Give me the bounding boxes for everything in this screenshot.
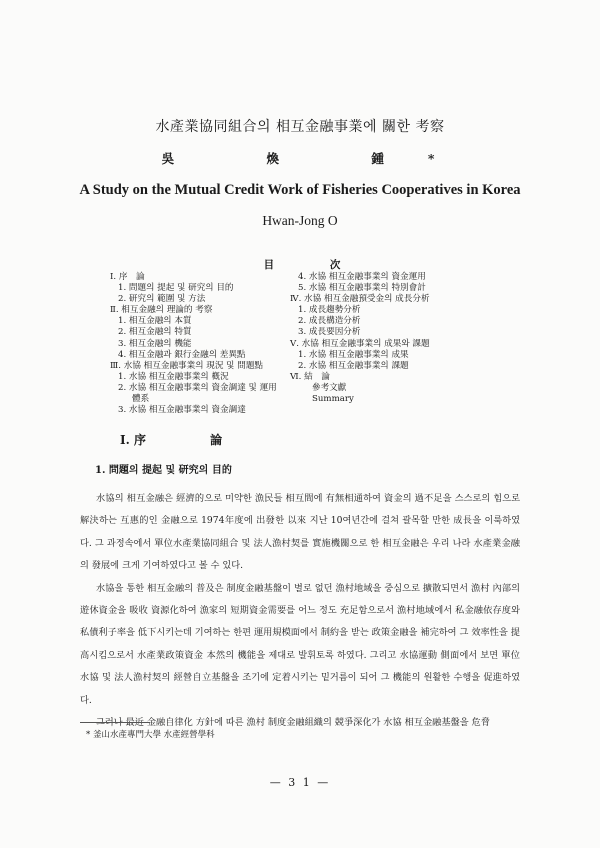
toc-item: 2. 水協 相互金融事業의 課題 <box>298 360 409 371</box>
toc-left-column <box>110 272 300 416</box>
section-number: Ⅰ. <box>120 433 130 447</box>
english-author: Hwan-Jong O <box>262 213 338 228</box>
paragraph: 그러나 最近 金融自律化 方針에 따른 漁村 制度金融組織의 競爭深化가 水協 相互金融基盤을 危脅 <box>96 717 490 729</box>
toc-item: 2. 相互金融의 特質 <box>118 327 192 338</box>
toc-item: 1. 成長趨勢分析 <box>298 305 361 316</box>
subsection-heading: 1. 問題의 提起 및 研究의 目的 <box>95 465 232 476</box>
toc-item: 參考文獻 <box>312 382 347 393</box>
page-number: — 3 1 — <box>269 776 331 789</box>
section-heading <box>120 431 252 448</box>
toc-item: Ⅴ. 水協 相互金融事業의 成果와 課題 <box>290 338 430 349</box>
toc-item: 2. 研究의 範圍 및 方法 <box>118 294 206 305</box>
toc-item: 1. 水協 相互金融事業의 成果 <box>298 349 409 360</box>
body-text <box>80 488 520 734</box>
toc-item: Ⅱ. 相互金融의 理論的 考察 <box>110 305 213 316</box>
toc-heading: 目 次 <box>263 259 367 271</box>
toc-item: Summary <box>312 394 354 405</box>
section-title: 序 論 <box>133 433 253 447</box>
korean-author: 吳 煥 鍾* <box>161 151 479 166</box>
toc-item: 3. 成長要因分析 <box>298 327 361 338</box>
paragraph: 水協의 相互金融은 經濟的으로 미약한 漁民들 相互間에 有無相通하여 資金의 過不足을 스스로의 힘으로 解決하는 互惠的인 金融으로 1974年度에 出發한 以來 지난 10여년간에 걸쳐 괄목할 만한 成長을 이룩하였다. 그 과정속에서 單位水產業協同組合 및 法人漁村契를 實施機關으로 한 相互金融은 우리 나라 水產業金融의 發展에 크게 기여하였다고 볼 수 있다. <box>80 493 520 572</box>
toc-item: Ⅲ. 水協 相互金融事業의 現況 및 問題點 <box>110 360 264 371</box>
korean-title: 水產業協同組合의 相互金融事業에 關한 考察 <box>155 119 445 135</box>
toc-item: 體系 <box>132 394 150 405</box>
toc-item: 2. 成長構造分析 <box>298 316 361 327</box>
toc-item: 3. 相互金融의 機能 <box>118 338 192 349</box>
toc-item: 1. 相互金融의 本質 <box>118 316 192 327</box>
english-title: A Study on the Mutual Credit Work of Fisheries Cooperatives in Korea <box>79 182 521 198</box>
toc-item: Ⅳ. 水協 相互金融預受金의 成長分析 <box>290 294 430 305</box>
toc-item: 3. 水協 相互金融事業의 資金調達 <box>118 405 246 416</box>
toc-item: Ⅵ. 結 論 <box>290 371 330 382</box>
toc-item: 2. 水協 相互金融事業의 資金調達 및 運用 <box>118 382 277 393</box>
toc-item: 1. 水協 相互金融事業의 槪況 <box>118 371 229 382</box>
toc-item: Ⅰ. 序 論 <box>110 272 145 282</box>
paragraph: 水協을 통한 相互金融의 普及은 制度金融基盤이 별로 없던 漁村地域을 중심으로 擴散되면서 漁村 內部의 遊休資金을 吸收 資源化하여 漁家의 短期資金需要를 어느 정도 充足함으로서 漁村地域에서 私金融依存度와 私債利子率을 低下시키는데 기여하는 한편 運用規模面에서 制約을 받는 政策金融을 補完하여 그 效率性을 提高시킴으로서 水產業政策資金 本然의 機能을 제대로 발휘토록 하였다. 그리고 水協運動 側面에서 보면 單位水協 및 法人漁村契의 經營自立基盤을 조기에 定着시키는 밑거름이 되어 그 機能의 원활한 수행을 促進하였다. <box>80 582 520 706</box>
toc-right-column <box>290 272 490 405</box>
toc-item: 1. 問題의 提起 및 研究의 目的 <box>118 283 234 294</box>
footnote: * 釜山水產專門大學 水產經營學科 <box>86 730 215 740</box>
toc-item: 5. 水協 相互金融事業의 特別會計 <box>298 283 426 294</box>
toc-item: 4. 相互金融과 銀行金融의 差異點 <box>118 349 246 360</box>
footnote-divider <box>80 722 150 723</box>
toc-item: 4. 水協 相互金融事業의 資金運用 <box>298 272 426 282</box>
